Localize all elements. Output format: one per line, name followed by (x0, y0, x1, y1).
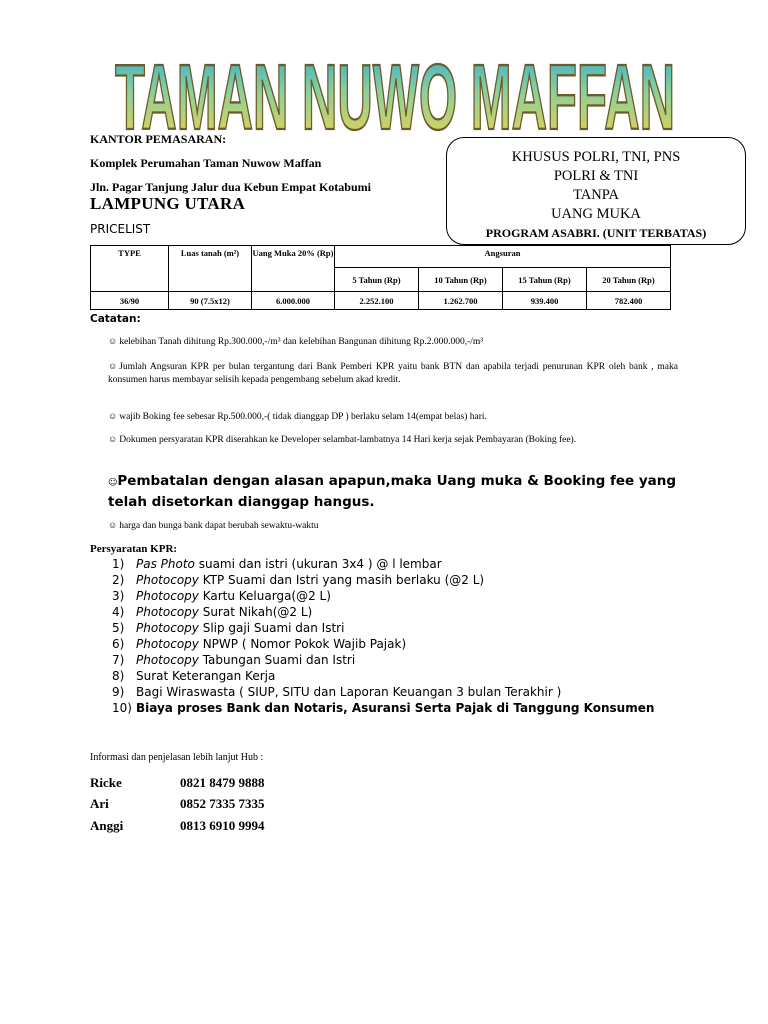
list-item: 6) Photocopy NPWP ( Nomor Pokok Wajib Pajak) (112, 637, 407, 651)
th-20y: 20 Tahun (Rp) (587, 268, 671, 292)
th-10y: 10 Tahun (Rp) (419, 268, 503, 292)
notice-line-3: TANPA (573, 187, 619, 203)
smiley-icon: ☺ (108, 411, 118, 421)
banner-title-wordart (95, 18, 695, 136)
contact-row (90, 775, 265, 791)
office-label: KANTOR PEMASARAN: (90, 132, 227, 146)
pricelist-label: PRICELIST (90, 222, 151, 236)
office-complex: Komplek Perumahan Taman Nuwow Maffan (90, 156, 322, 170)
smiley-icon: ☺ (108, 434, 118, 444)
contact-name: Anggi (90, 818, 124, 833)
note-item: ☺ harga dan bunga bank dapat berubah sewaktu-waktu (108, 520, 319, 531)
th-land: Luas tanah (m²) (169, 246, 252, 292)
notice-line-5: PROGRAM ASABRI. (UNIT TERBATAS) (485, 226, 707, 240)
note-item: ☺ wajib Boking fee sebesar Rp.500.000,-( tidak dianggap DP ) berlaku selam 14(empat belas) hari. (108, 411, 487, 422)
th-type: TYPE (91, 246, 169, 292)
list-item: 9) Bagi Wiraswasta ( SIUP, SITU dan Laporan Keuangan 3 bulan Terakhir ) (112, 685, 562, 699)
list-item: 10) Biaya proses Bank dan Notaris, Asuransi Serta Pajak di Tanggung Konsumen (112, 701, 655, 715)
note-item: ☺ kelebihan Tanah dihitung Rp.300.000,-/m³ dan kelebihan Bangunan dihitung Rp.2.000.000,-/m³ (108, 336, 484, 347)
list-item: 3) Photocopy Kartu Keluarga(@2 L) (112, 589, 331, 603)
office-city: LAMPUNG UTARA (90, 194, 246, 213)
cell-15y: 939.400 (503, 292, 587, 310)
smiley-icon: ☺ (108, 520, 118, 530)
smiley-icon: ☺ (108, 478, 118, 488)
note-item: ☺ Dokumen persyaratan KPR diserahkan ke Developer selambat-lambatnya 14 Hari kerja sejak Pembayaran (Boking fee). (108, 434, 577, 445)
list-item: 7) Photocopy Tabungan Suami dan Istri (112, 653, 356, 667)
contact-row (90, 796, 265, 812)
cell-type: 36/90 (91, 292, 169, 310)
contact-phone: 0821 8479 9888 (180, 775, 265, 790)
cell-land: 90 (7.5x12) (169, 292, 252, 310)
cell-5y: 2.252.100 (335, 292, 419, 310)
contact-phone: 0852 7335 7335 (180, 796, 265, 811)
contact-name: Ricke (90, 775, 122, 790)
contact-name: Ari (90, 796, 109, 811)
list-item: 5) Photocopy Slip gaji Suami dan Istri (112, 621, 345, 635)
note-item-emphasis: ☺Pembatalan dengan alasan apapun,maka Uang muka & Booking fee yang telah disetorkan dianggap hangus. (108, 473, 677, 510)
smiley-icon: ☺ (108, 361, 118, 371)
th-dp: Uang Muka 20% (Rp) (252, 246, 335, 292)
contact-row (90, 818, 265, 834)
cell-10y: 1.262.700 (419, 292, 503, 310)
list-item: 2) Photocopy KTP Suami dan Istri yang masih berlaku (@2 L) (112, 573, 485, 587)
requirements-title: Persyaratan KPR: (90, 543, 178, 555)
th-5y: 5 Tahun (Rp) (335, 268, 419, 292)
cell-dp: 6.000.000 (252, 292, 335, 310)
contact-phone: 0813 6910 9994 (180, 818, 265, 833)
notice-line-1: KHUSUS POLRI, TNI, PNS (511, 149, 681, 165)
notice-box (446, 137, 746, 245)
requirements-list (112, 556, 654, 716)
office-address: Jln. Pagar Tanjung Jalur dua Kebun Empat Kotabumi (90, 180, 371, 194)
notes-title: Catatan: (90, 313, 141, 325)
th-15y: 15 Tahun (Rp) (503, 268, 587, 292)
info-line: Informasi dan penjelasan lebih lanjut Hub : (90, 752, 264, 763)
notice-line-2: POLRI & TNI (553, 168, 639, 184)
list-item: 4) Photocopy Surat Nikah(@2 L) (112, 605, 313, 619)
list-item: 1) Pas Photo suami dan istri (ukuran 3x4 ) @ l lembar (112, 557, 442, 571)
cell-20y: 782.400 (587, 292, 671, 310)
notice-line-4: UANG MUKA (551, 206, 641, 222)
banner-title: TAMAN NUWO MAFFAN (114, 44, 675, 136)
smiley-icon: ☺ (108, 336, 118, 346)
note-item: ☺ Jumlah Angsuran KPR per bulan tergantung dari Bank Pemberi KPR yaitu bank BTN dan apabila terjadi penurunan KPR oleh bank , maka konsumen harus membayar selisih kepada pengembang sebelum akad kredit. (108, 361, 678, 385)
th-installment: Angsuran (335, 246, 671, 268)
price-table (90, 245, 671, 310)
list-item: 8) Surat Keterangan Kerja (112, 669, 276, 683)
